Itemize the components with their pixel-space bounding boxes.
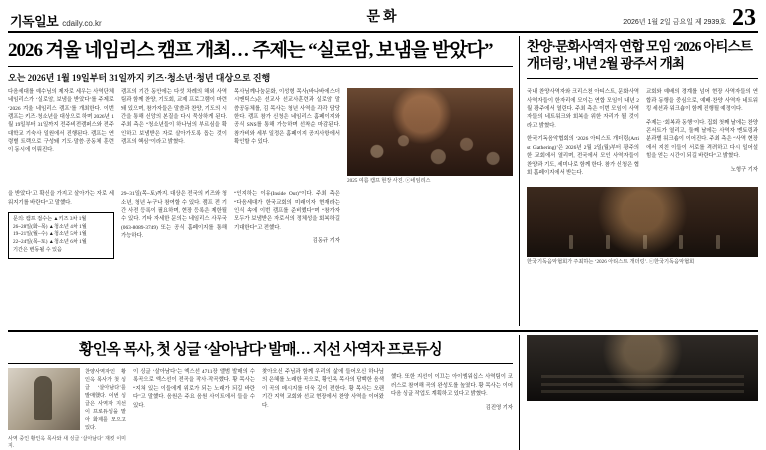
lead-col-3: 목사님께나눔문화, 이성형 목사(바나바에스더시맨틱스)은 선교사 선교사훈련과 실로암 말씀공동체를, 김 목사는 청년 사역을 각각 담당한다. 캠프 참가 신청은 네임리스 홈페이지와 공식 SNS를 통해 가능하며 선착순 마감된다. 참가비와 세부 일정은 홈페이지 공지사항에서 확인할 수 있다. — [234, 88, 340, 185]
bottom-article — [8, 335, 520, 450]
infobox-line: 22~24일(목~토) ▲청소년 6차 1월 — [13, 239, 109, 247]
album-caption: 사역 중인 황인옥 목사와 새 싱글 ‘살아남다’ 재킷 이미지. — [8, 436, 126, 450]
bottom-section — [8, 335, 758, 450]
right-headline: 찬양·문화사역자 연합 모임 ‘2026 아티스트 개더링’, 내년 2월 광주서 개최 — [527, 39, 758, 73]
lead-col-6 — [234, 190, 340, 259]
bottom-article-rule — [8, 363, 513, 364]
bottom-right-photo-block — [520, 335, 758, 450]
right-col-2-a: 교회와 예배의 경계를 넘어 현장 사역자들의 연합과 동행을 중심으로, 예배·찬양 사역자 네트워킹 세션과 워크숍이 함께 진행될 예정이다. — [646, 88, 758, 113]
bottom-col-4-text: 했다. 또한 지선이 이끄는 아이엠워십스 사역팀이 코러스로 참여해 곡의 완성도를 높였다. 황 목사는 이어 다음 싱글 작업도 계획하고 있다고 밝혔다. — [391, 373, 513, 398]
right-col-2-b: 주제는 ‘회복과 동행’이다. 집회 첫째 날에는 찬양 콘서트가 열리고, 둘째 날에는 사역자 멘토링과 분과별 워크숍이 이어진다. 주최 측은 “사역 현장에서 지친 이들이 서로를 격려하고 다시 일어설 힘을 얻는 시간이 되길 바란다”고 밝혔다. — [646, 119, 758, 161]
lead-article — [8, 36, 520, 326]
lead-rule — [8, 66, 513, 67]
lead-col-5: 29~31일(목~토)까지. 대상은 전국의 키즈와 청소년, 청년 누구나 참여할 수 있다. 캠프 전 기간 사전 등록이 필요하며, 현장 등록은 제한될 수 있다. 기타 자세한 문의는 네임리스 사무국(063-8089-3749) 또는 공식 홈페이지를 통해 가능하다. — [121, 190, 227, 259]
infobox-line: 문의: 캠프 접수는 ▲키즈 3차 1월 — [13, 216, 109, 224]
lead-photo — [347, 88, 513, 176]
bottom-col-1 — [8, 368, 126, 450]
brand-url: cdaily.co.kr — [62, 19, 101, 28]
right-photo — [527, 187, 758, 257]
infobox-line: 26~28일(화~목) ▲청소년 4차 1월 — [13, 224, 109, 232]
lead-infobox — [8, 212, 114, 259]
bottom-col-4 — [391, 368, 513, 450]
lead-kicker: 오는 2026년 1월 19일부터 31일까지 키즈·청소년·청년 대상으로 진행 — [8, 71, 513, 84]
masthead — [8, 0, 758, 30]
bottom-headline: 황인옥 목사, 첫 싱글 ‘살아남다’ 발매… 지선 사역자 프로듀싱 — [8, 338, 513, 359]
right-col-1-a: 국내 찬양사역자와 크리스천 아티스트, 문화사역 사역자들이 한자리에 모이는 연합 모임이 내년 2월 광주에서 열린다. 주최 측은 이번 모임이 사역자들의 네트워크와 회복을 위한 자리가 될 것이라고 밝혔다. — [527, 88, 639, 130]
right-col-2 — [646, 83, 758, 183]
masthead-rule — [8, 31, 758, 33]
right-photo-caption: 한국기독음악협회가 주최하는 ‘2026 아티스트 개더링’. ⓒ한국기독음악협회 — [527, 259, 758, 266]
right-col-1-b: 한국기독음악협회의 ‘2026 아티스트 개더링(Artist Gathering)’은 2026년 2월 2일(월)부터 광주의 한 교회에서 열리며, 전국에서 모인 사역자들이 찬양과 기도, 세미나로 함께 한다. 참가 신청은 협회 홈페이지에서 받는다. — [527, 135, 639, 177]
right-byline: 노형구 기자 — [646, 166, 758, 174]
brand-title: 기독일보 — [10, 11, 58, 30]
lead-photo-caption: 2025 여름 캠프 현장 사진. ⓒ네임리스 — [347, 178, 513, 185]
bottom-right-photo — [527, 335, 758, 401]
album-cover-image — [8, 368, 80, 430]
issue-date: 2026년 1월 2일 금요일 제 2939호 — [623, 17, 726, 30]
lead-spacer — [347, 190, 513, 259]
right-columns — [527, 83, 758, 183]
infobox-line: 19~21일(월~수) ▲청소년 5차 1월 — [13, 231, 109, 239]
lead-byline: 김동규 기자 — [234, 237, 340, 245]
right-rule — [527, 78, 758, 79]
infobox-line: 기간은 변동될 수 있음 — [13, 247, 109, 255]
section-title: 문화 — [0, 6, 766, 26]
right-col-1 — [527, 83, 639, 183]
bottom-rule — [8, 330, 758, 332]
page-number: 23 — [732, 8, 756, 30]
bottom-col-2: 이 싱글 ‘살아남다’는 엑스선 4711장 앨범 발매의 수록곡으로 엑스선이 전곡을 작사·작곡했다. 황 목사는 “지쳐 있는 이들에게 위로가 되는 노래가 되길 바란다”고 말했다. 음원은 주요 음원 사이트에서 들을 수 있다. — [133, 368, 255, 450]
lead-col-4-text: 을 받았다’고 확신을 가지고 살아가는 자로 세워지기를 바란다”고 말했다. — [8, 190, 114, 207]
lead-top-columns — [8, 88, 513, 185]
lead-headline: 2026 겨울 네임리스 캠프 개최… 주제는 “실로암, 보냄을 받았다” — [8, 40, 513, 62]
bottom-col-1-text: 찬양사역자인 황인옥 목사가 첫 싱글 ‘살아남다’를 발매했다. 이번 싱글은 사역자 지선이 프로듀싱을 맡아 화제를 모으고 있다. — [85, 368, 126, 433]
bottom-byline: 김진영 기자 — [391, 404, 513, 412]
lead-photo-block — [347, 88, 513, 185]
lead-col-4 — [8, 190, 114, 259]
lead-col-6-text: “인지하는 이유(Inside Out)”이다. 주최 측은 “다음세대가 한국교회의 미래이자 현재라는 인식 속에 이번 캠프를 준비했다”며 “참가자 모두가 보냄받은 자로서의 정체성을 회복하길 기대한다”고 전했다. — [234, 190, 340, 232]
lead-bottom-columns — [8, 190, 513, 259]
right-article — [520, 36, 758, 326]
main-body — [8, 36, 758, 326]
bottom-col-3: 찾아오신 주님과 함께 우리의 삶에 들어오신 하나님의 은혜를 노래한 곡으로, 황인옥 목사의 담백한 음색이 곡의 메시지를 더욱 깊이 전한다. 황 목사는 오랜 기간 지역 교회와 선교 현장에서 찬양 사역을 이어왔다. — [262, 368, 384, 450]
lead-col-2: 캠프의 기간 동안에는 다섯 차례의 해외 사역팀과 함께 찬양, 기도회, 교제 프로그램이 마련돼 있으며, 참가자들은 말씀과 찬양, 기도의 시간을 통해 신앙의 본질을 다시 묵상하게 된다. 주최 측은 “청소년들이 하나님의 부르심을 확인하고 보냄받은 자로 살아가도록 돕는 것이 캠프의 핵심”이라고 밝혔다. — [121, 88, 227, 185]
bottom-columns — [8, 368, 513, 450]
lead-col-1: 다음세대를 예수님의 제자로 세우는 사역단체 네임리스가 ‘실로암, 보냄을 받았다’를 주제로 ‘2026 겨울 네임리스 캠프’를 개최한다. 이번 캠프는 키즈·청소년을 대상으로 하며 2026년 1월 19일부터 31일까지 전주비전캠퍼스와 전주대학교 기숙사 일원에서 진행된다. 캠프는 연령별 트랙으로 구성돼 기도·말씀·공동체 훈련이 동시에 이뤄진다. — [8, 88, 114, 185]
